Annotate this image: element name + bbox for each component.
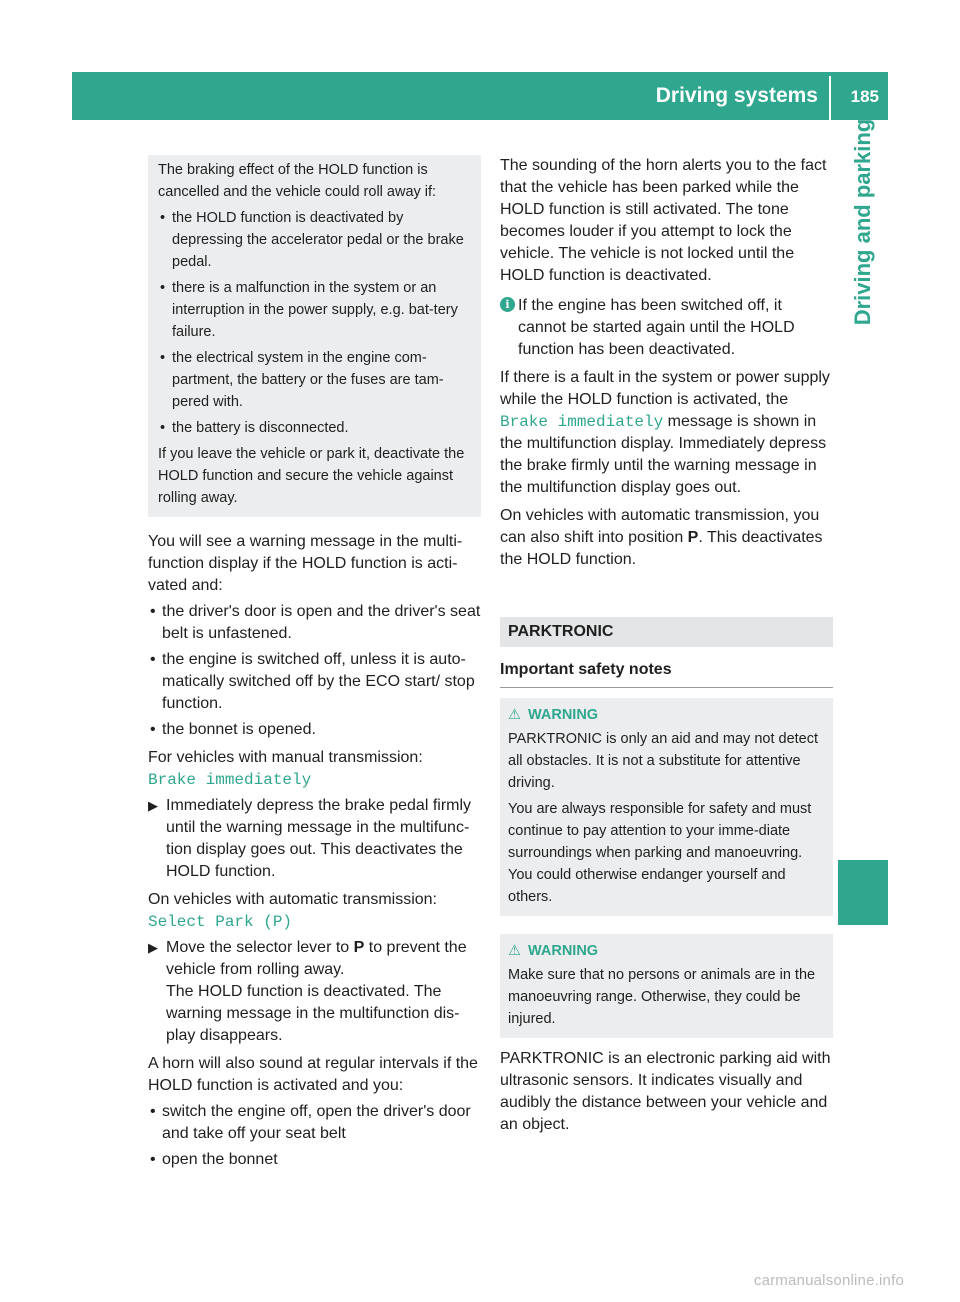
arrow-right-icon: ▶ <box>148 940 158 955</box>
bullet-icon: • <box>150 721 156 738</box>
subsection-heading: Important safety notes <box>500 659 833 688</box>
paragraph <box>500 505 833 571</box>
warning-header <box>508 704 825 726</box>
info-icon: i <box>500 297 515 312</box>
step-text: Move the selector lever to <box>166 939 354 956</box>
chapter-marker <box>838 860 888 925</box>
list-item <box>148 649 481 715</box>
step-text: to prevent the vehicle from rolling away. <box>166 939 467 978</box>
page-section-title: Driving systems <box>655 84 818 107</box>
right-column <box>500 155 833 1136</box>
section-heading: PARKTRONIC <box>500 617 833 647</box>
list-item <box>158 277 471 343</box>
warning-label: WARNING <box>528 943 599 959</box>
step-text: Immediately depress the brake pedal firmly until the warning message in the multifunc-tion display goes out. This deactivates the HOLD function. <box>166 797 472 880</box>
list-item-text: open the bonnet <box>162 1151 278 1168</box>
display-message: Brake immediately <box>148 771 312 789</box>
display-message: Select Park (P) <box>148 913 293 931</box>
text: If there is a fault in the system or power supply while the HOLD function is activated, the <box>500 369 830 408</box>
bullet-icon: • <box>160 350 166 366</box>
list-item <box>158 347 471 413</box>
list-item-text: switch the engine off, open the driver's door and take off your seat belt <box>162 1103 471 1142</box>
hold-note-box <box>148 155 481 517</box>
bullet-icon: • <box>160 280 166 296</box>
bullet-icon: • <box>150 1103 156 1120</box>
warning-text: PARKTRONIC is only an aid and may not detect all obstacles. It is not a substitute for attentive driving. <box>508 731 819 791</box>
left-column <box>148 155 481 1171</box>
warning-box <box>500 698 833 916</box>
list-item <box>158 417 471 439</box>
chapter-title: Driving and parking <box>850 118 875 326</box>
bullet-icon: • <box>150 603 156 620</box>
paragraph: A horn will also sound at regular intervals if the HOLD function is activated and you: <box>148 1055 478 1094</box>
list-item-text: the HOLD function is deactivated by depressing the accelerator pedal or the brake pedal. <box>172 210 464 270</box>
warning-text: You are always responsible for safety and must continue to pay attention to your imme-diate surroundings when parking and manoeuvring. You could otherwise endanger yourself and others. <box>508 801 812 905</box>
gear-position: P <box>687 529 699 546</box>
bullet-icon: • <box>150 1151 156 1168</box>
text: . This deactivates the HOLD function. <box>500 529 823 568</box>
bullet-icon: • <box>160 210 166 226</box>
page-number: 185 <box>850 87 879 106</box>
watermark: carmanualsonline.info <box>753 1272 904 1289</box>
list-item <box>148 1149 481 1171</box>
list-item-text: the electrical system in the engine com-partment, the battery or the fuses are tam-pered with. <box>172 350 444 410</box>
text: message is shown in the multifunction display. Immediately depress the brake firmly until the warning message in the multifunction display goes out. <box>500 413 827 496</box>
paragraph <box>500 367 833 499</box>
manual-transmission-label: For vehicles with manual transmission: <box>148 749 423 766</box>
automatic-transmission-label: On vehicles with automatic transmission: <box>148 891 437 908</box>
note-intro: The braking effect of the HOLD function is cancelled and the vehicle could roll away if: <box>158 162 437 200</box>
header-divider <box>829 76 831 120</box>
paragraph: PARKTRONIC is an electronic parking aid with ultrasonic sensors. It indicates visually and audibly the distance between your vehicle and an object. <box>500 1050 831 1133</box>
bullet-icon: • <box>160 420 166 436</box>
gear-position: P <box>353 939 365 956</box>
info-note <box>500 295 833 361</box>
paragraph: You will see a warning message in the multi-function display if the HOLD function is acti-vated and: <box>148 533 463 594</box>
warning-text: Make sure that no persons or animals are in the manoeuvring range. Otherwise, they could be injured. <box>508 967 816 1027</box>
list-item <box>148 719 481 741</box>
chapter-side-tab <box>838 118 888 326</box>
paragraph: The sounding of the horn alerts you to the fact that the vehicle has been parked while the HOLD function is still activated. The tone becomes louder if you attempt to lock the vehicle. The vehicle is not locked until the HOLD function is deactivated. <box>500 157 827 284</box>
warning-triangle-icon: ⚠ <box>508 707 521 723</box>
note-outro: If you leave the vehicle or park it, deactivate the HOLD function and secure the vehicle against rolling away. <box>158 446 465 506</box>
step-result: The HOLD function is deactivated. The warning message in the multifunction dis-play disappears. <box>166 983 460 1044</box>
arrow-right-icon: ▶ <box>148 798 158 813</box>
warning-header <box>508 940 825 962</box>
list-item <box>148 601 481 645</box>
header-bar <box>72 72 888 120</box>
display-message: Brake immediately <box>500 413 664 431</box>
warning-label: WARNING <box>528 707 599 723</box>
step-item <box>148 795 481 883</box>
list-item <box>158 207 471 273</box>
bullet-icon: • <box>150 651 156 668</box>
list-item-text: the driver's door is open and the driver's seat belt is unfastened. <box>162 603 481 642</box>
list-item <box>148 1101 481 1145</box>
list-item-text: there is a malfunction in the system or an interruption in the power supply, e.g. bat-tery failure. <box>172 280 458 340</box>
step-item <box>148 937 481 1047</box>
list-item-text: the bonnet is opened. <box>162 721 316 738</box>
list-item-text: the battery is disconnected. <box>172 420 349 436</box>
warning-triangle-icon: ⚠ <box>508 943 521 959</box>
list-item-text: the engine is switched off, unless it is auto-matically switched off by the ECO start/ stop function. <box>162 651 475 712</box>
info-text: If the engine has been switched off, it cannot be started again until the HOLD function has been deactivated. <box>518 297 795 358</box>
warning-box <box>500 934 833 1038</box>
text: On vehicles with automatic transmission, you can also shift into position <box>500 507 820 546</box>
